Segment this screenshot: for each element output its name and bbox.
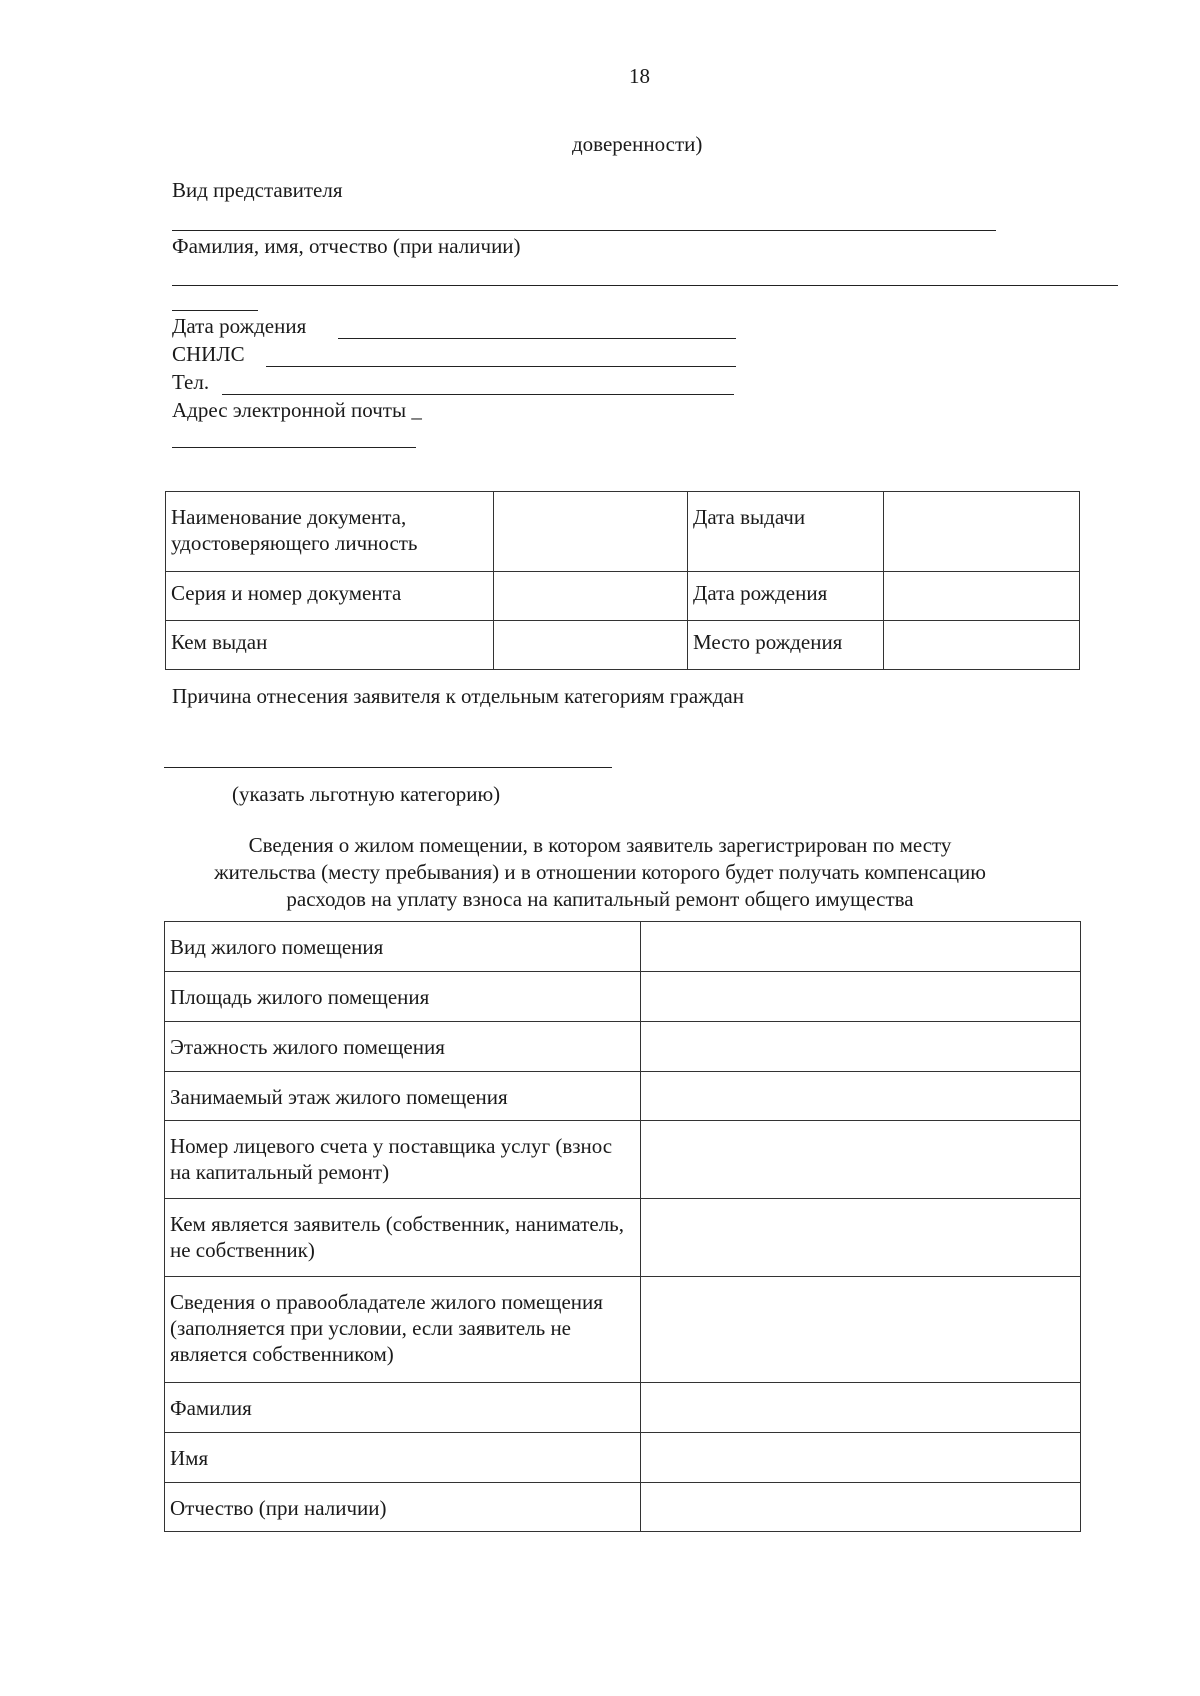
snils-line[interactable] <box>266 366 736 367</box>
birth-date-label: Дата рождения <box>172 314 307 338</box>
representative-fio-line[interactable] <box>172 285 1118 286</box>
header-fragment: доверенности) <box>572 132 703 156</box>
table-row <box>165 1383 1081 1433</box>
category-reason-label: Причина отнесения заявителя к отдельным категориям граждан <box>172 684 744 708</box>
email-label: Адрес электронной почты _ <box>172 398 422 422</box>
table-row <box>165 972 1081 1022</box>
doc-name-value-cell[interactable] <box>494 492 688 572</box>
housing-row-value-cell[interactable] <box>641 1199 1081 1277</box>
table-row <box>166 492 1080 572</box>
housing-table <box>164 921 1081 1532</box>
table-row <box>166 621 1080 670</box>
housing-row-label: Имя <box>165 1433 641 1483</box>
identity-document-table <box>165 491 1080 670</box>
page-number: 18 <box>629 64 650 88</box>
housing-heading-line-2: жительства (месту пребывания) и в отношении которого будет получать компенсацию <box>214 860 986 884</box>
doc-name-label: Наименование документа, удостоверяющего личность <box>166 492 494 572</box>
housing-row-value-cell[interactable] <box>641 1383 1081 1433</box>
housing-row-label: Площадь жилого помещения <box>165 972 641 1022</box>
birth-place-label: Место рождения <box>688 621 884 670</box>
issued-by-label: Кем выдан <box>166 621 494 670</box>
representative-type-line[interactable] <box>172 230 996 231</box>
housing-row-value-cell[interactable] <box>641 1483 1081 1532</box>
series-number-value-cell[interactable] <box>494 572 688 621</box>
table-row <box>165 1121 1081 1199</box>
housing-row-label: Этажность жилого помещения <box>165 1022 641 1072</box>
birth-date-line[interactable] <box>338 338 736 339</box>
phone-label: Тел. <box>172 370 210 394</box>
representative-fio-line-continued[interactable] <box>172 310 258 311</box>
table-row <box>165 1072 1081 1121</box>
category-hint: (указать льготную категорию) <box>232 782 501 806</box>
housing-row-label: Номер лицевого счета у поставщика услуг (взнос на капитальный ремонт) <box>165 1121 641 1199</box>
housing-row-value-cell[interactable] <box>641 1121 1081 1199</box>
housing-row-label: Сведения о правообладателе жилого помещения (заполняется при условии, если заявитель не является собственником) <box>165 1277 641 1383</box>
doc-birth-date-value-cell[interactable] <box>884 572 1080 621</box>
housing-row-label: Занимаемый этаж жилого помещения <box>165 1072 641 1121</box>
representative-type-label: Вид представителя <box>172 178 343 202</box>
housing-row-label: Фамилия <box>165 1383 641 1433</box>
table-row <box>165 1483 1081 1532</box>
representative-fio-label: Фамилия, имя, отчество (при наличии) <box>172 234 521 258</box>
table-row <box>165 1199 1081 1277</box>
housing-row-label: Вид жилого помещения <box>165 922 641 972</box>
housing-row-value-cell[interactable] <box>641 1022 1081 1072</box>
housing-heading-line-1: Сведения о жилом помещении, в котором заявитель зарегистрирован по месту <box>248 833 952 857</box>
birth-place-value-cell[interactable] <box>884 621 1080 670</box>
table-row <box>166 572 1080 621</box>
issued-by-value-cell[interactable] <box>494 621 688 670</box>
housing-row-value-cell[interactable] <box>641 1277 1081 1383</box>
issue-date-label: Дата выдачи <box>688 492 884 572</box>
series-number-label: Серия и номер документа <box>166 572 494 621</box>
email-line[interactable] <box>172 447 416 448</box>
housing-row-value-cell[interactable] <box>641 922 1081 972</box>
housing-row-value-cell[interactable] <box>641 972 1081 1022</box>
issue-date-value-cell[interactable] <box>884 492 1080 572</box>
housing-row-value-cell[interactable] <box>641 1433 1081 1483</box>
doc-birth-date-label: Дата рождения <box>688 572 884 621</box>
category-line[interactable] <box>164 767 612 768</box>
housing-row-label: Отчество (при наличии) <box>165 1483 641 1532</box>
table-row <box>165 1022 1081 1072</box>
phone-line[interactable] <box>222 394 734 395</box>
housing-row-label: Кем является заявитель (собственник, наниматель, не собственник) <box>165 1199 641 1277</box>
snils-label: СНИЛС <box>172 342 245 366</box>
table-row <box>165 1433 1081 1483</box>
housing-row-value-cell[interactable] <box>641 1072 1081 1121</box>
table-row <box>165 922 1081 972</box>
table-row <box>165 1277 1081 1383</box>
housing-heading-line-3: расходов на уплату взноса на капитальный ремонт общего имущества <box>286 887 914 911</box>
